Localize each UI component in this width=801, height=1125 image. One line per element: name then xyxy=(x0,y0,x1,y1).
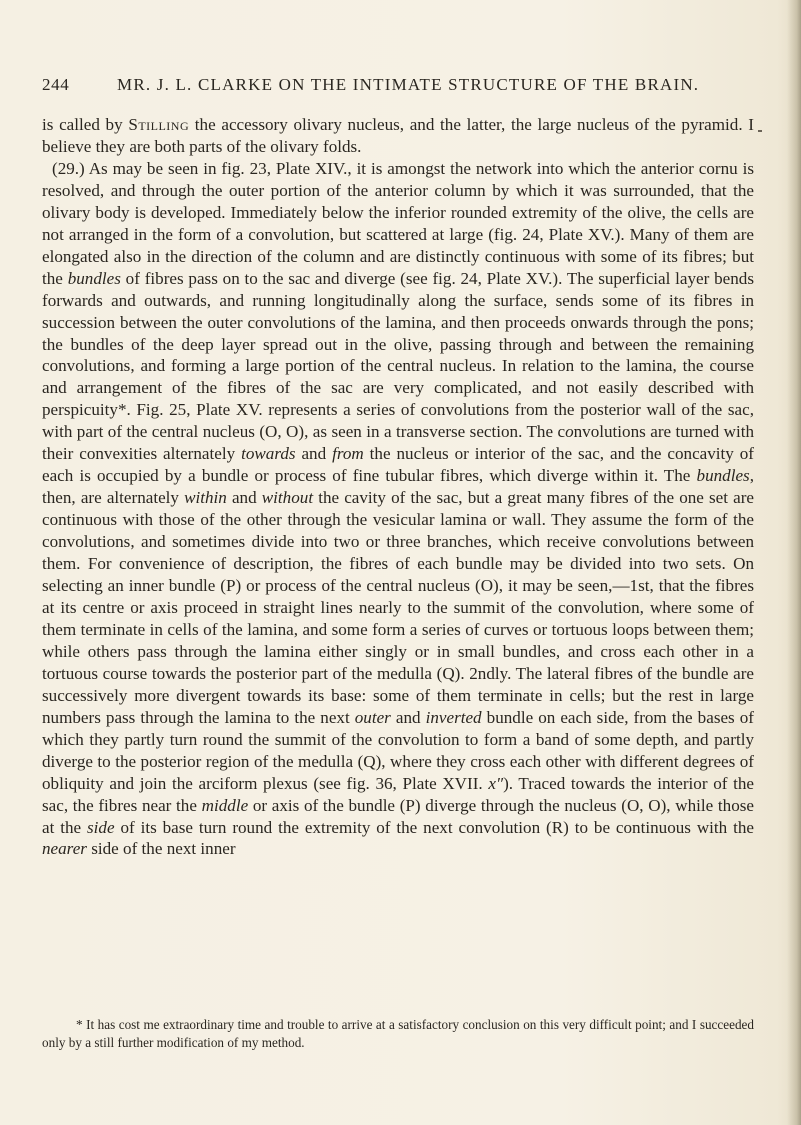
italic-text: outer xyxy=(354,707,391,727)
italic-text: side xyxy=(87,817,115,837)
text-run: ). Traced towards the interior of the sac, the fibres near the xyxy=(42,773,755,815)
page-edge-shadow xyxy=(787,0,801,1125)
text-run: of its base turn round the extremity of the next convolution (R) to be continuous with the xyxy=(114,817,754,837)
text-run: side of the next inner xyxy=(86,839,236,859)
text-run: and xyxy=(390,707,426,727)
body-text xyxy=(42,114,754,860)
text-run: the accessory olivary nucleus, and the latter, the large nucleus of the pyramid. I believe they are both parts of the olivary folds. xyxy=(42,115,754,156)
text-run: the cavity of the sac, but a great many fibres of the one set are continuous with those of the other through the vesicular lamina or wall. They assume the form of the convolutions, and sometimes divide into two or three branches, which receive convolutions between them. For convenience of description, the fibres of each bundle may be divided into two sets. On selecting an inner bundle (P) or process of the central nucleus (O), it may be seen,—1st, that the fibres at its centre or axis proceed in straight lines nearly to the summit of the convolution, where some of them terminate in cells of the lamina, and some form a series of curves or tortuous loops between them; while others pass through the lamina either singly or in small bundles, and cross each other in a tortuous course towards the posterior part of the medulla (Q). 2ndly. The lateral fibres of the bundle are successively more divergent towards its base: some of them terminate in cells; but the rest in large numbers pass through the lamina to the next xyxy=(42,488,754,727)
text-run: and xyxy=(295,444,333,464)
italic-text: without xyxy=(261,488,314,508)
margin-mark xyxy=(758,130,762,132)
text-run: (29.) As may be seen in fig. 23, Plate XIV., it is amongst the network into which the anterior cornu is resolved, and through the outer portion of the anterior column by which it was surrounded, that the olivary body is developed. Immediately below the inferior rounded extremity of the olive, the cells are not arranged in the form of a convolution, but scattered at large (fig. 24, Plate XV.). Many of them are elongated also in the direction of the column and are distinctly continuous with some of its fibres; but the xyxy=(42,158,754,288)
italic-text: bundles xyxy=(696,466,750,486)
italic-text: o xyxy=(565,422,574,442)
italic-text: within xyxy=(184,488,227,508)
text-run: bundle on each side, from the bases of which they partly turn round the summit of the convolution to form a band of some depth, and partly diverge to the posterior region of the medulla (Q), where they cross each other with different degrees of obliquity and join the arciform plexus (see fig. 36, Plate XVII. xyxy=(42,707,754,793)
page-number: 244 xyxy=(42,75,70,94)
italic-text: bundles xyxy=(67,268,121,288)
text-run: of fibres pass on to the sac and diverge (see fig. 24, Plate XV.). The superficial layer bends forwards and outwards, and running longitudinally along the surface, sends some of its fibres in succession between the outer convolutions of the lamina, and then proceeds onwards through the pons; the bundles of the deep layer spread out in the olive, passing through and between the remaining convolutions, and forming a large portion of the central nucleus. In relation to the lamina, the course and arrangement of the fibres of the sac are very complicated, and not easily described with perspicuity*. Fig. 25, Plate XV. represents a series of convolutions from the posterior wall of the sac, with part of the central nucleus (O, O), as seen in a transverse section. The c xyxy=(42,268,754,442)
text-run: the nucleus or interior of the sac, and the concavity of each is occupied by a bundle or process of fine tubular fibres, which diverge within it. The xyxy=(42,444,755,486)
text-run: or axis of the bundle (P) diverge through the nucleus (O, O), while those at the xyxy=(42,795,754,837)
italic-text: towards xyxy=(241,444,296,464)
text-run: and xyxy=(226,488,262,508)
text-run: , then, are alternately xyxy=(42,466,754,508)
italic-text: inverted xyxy=(425,707,482,727)
italic-text: x″ xyxy=(488,773,504,793)
text-run: is called by xyxy=(42,115,129,134)
paragraph xyxy=(42,158,754,861)
italic-text: from xyxy=(332,444,364,464)
text-run: nvolutions are turned with their convexities alternately xyxy=(42,422,754,464)
small-caps-name: Stilling xyxy=(128,115,190,134)
italic-text: middle xyxy=(201,795,249,815)
paragraph xyxy=(42,114,754,158)
running-head xyxy=(42,75,762,97)
footnote: * It has cost me extraordinary time and trouble to arrive at a satisfactory conclusion on this very difficult point; and I succeeded only by a still further modification of my method. xyxy=(42,1017,754,1050)
running-title: MR. J. L. CLARKE ON THE INTIMATE STRUCTURE OF THE BRAIN. xyxy=(117,75,700,94)
italic-text: nearer xyxy=(42,839,87,859)
